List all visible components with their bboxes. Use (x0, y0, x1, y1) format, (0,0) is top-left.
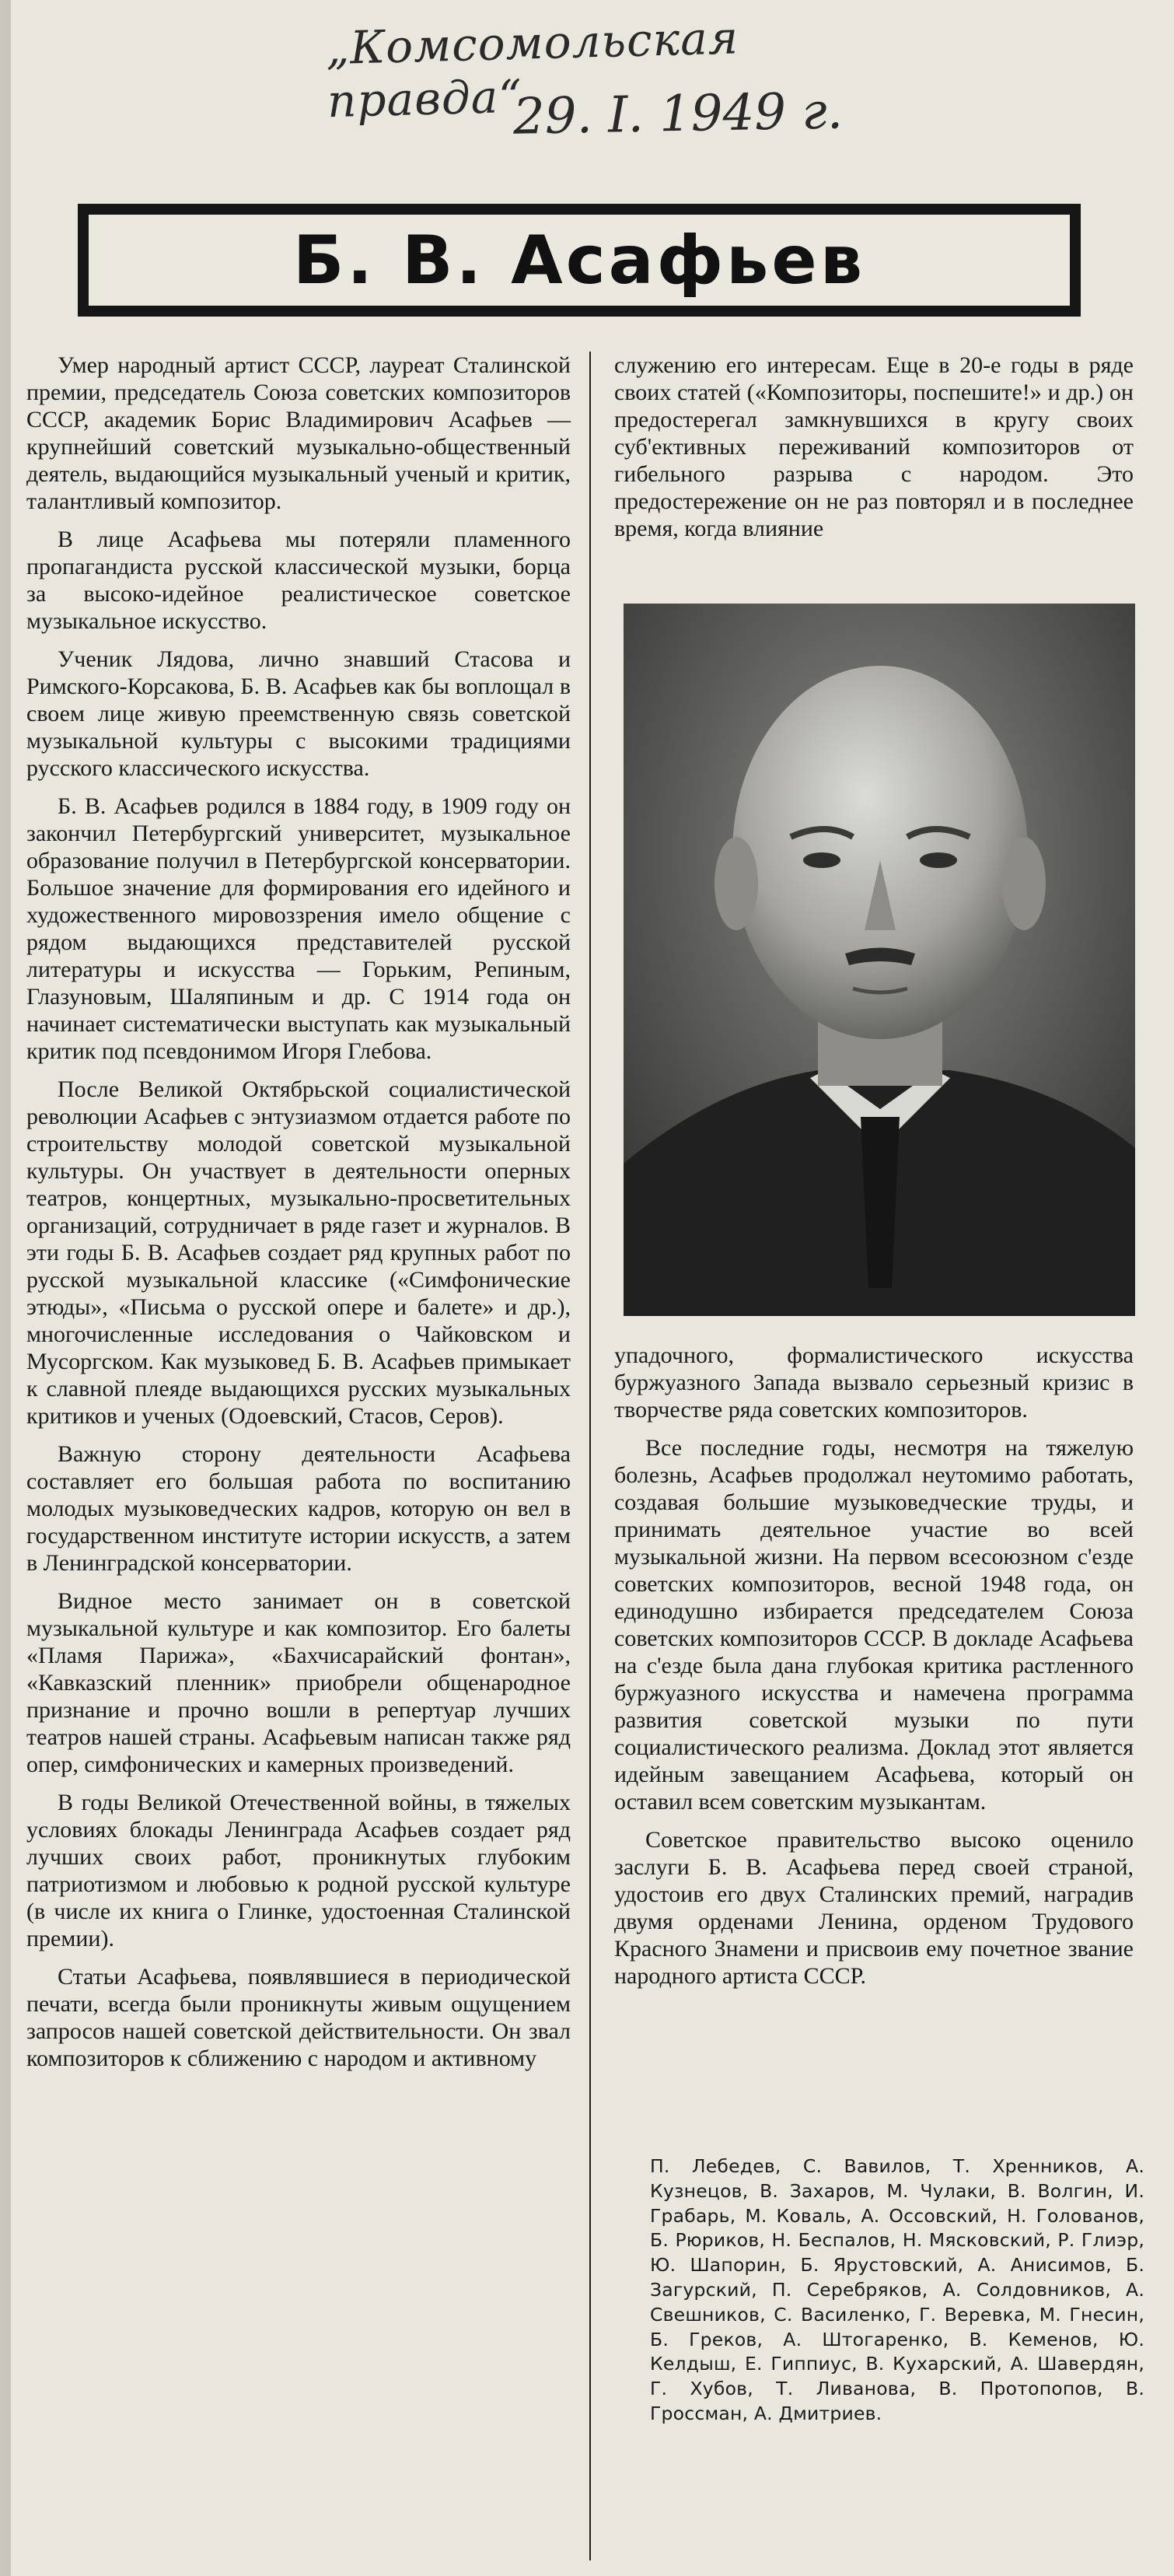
paragraph: Видное место занимает он в советской музыкальной культуре и как композитор. Его балеты «Пламя Парижа», «Бахчисарайский фонтан», «Кавказский пленник» приобрели общенародное признание и прочно вошли в репертуар лучших театров нашей страны. Асафьевым написан также ряд опер, симфонических и камерных произведений. (26, 1588, 571, 1777)
paragraph: Б. В. Асафьев родился в 1884 году, в 1909 году он закончил Петербургский университет, музыкальное образование получил в Петербургской консерватории. Большое значение для формирования его идейного и художественного мировоззрения имело общение с рядом выдающихся представителей русской литературы и искусства — Горьким, Репиным, Глазуновым, Шаляпиным и др. С 1914 года он начинает систематически выступать как музыкальный критик под псевдонимом Игоря Глебова. (26, 793, 571, 1064)
right-column-bottom (614, 1342, 1134, 2000)
handwritten-date: 29. I. 1949 г. (512, 82, 844, 146)
paragraph: упадочного, формалистического искусства буржуазного Запада вызвало серьезный кризис в творчестве ряда советских композиторов. (614, 1342, 1134, 1423)
handwritten-note (311, 11, 933, 170)
headline: Б. В. Асафьев (292, 221, 866, 299)
portrait-photo (624, 604, 1135, 1316)
signatories-list: П. Лебедев, С. Вавилов, Т. Хренников, А. Кузнецов, В. Захаров, М. Чулаки, В. Волгин, И. Грабарь, М. Коваль, А. Оссовский, Н. Голованов, Б. Рюриков, Н. Беспалов, Н. Мясковский, Р. Глиэр, Ю. Шапорин, Б. Ярустовский, А. Анисимов, Б. Загурский, П. Серебряков, А. Солдовников, А. Свешников, С. Василенко, Г. Веревка, М. Гнесин, Б. Греков, А. Штогаренко, В. Кеменов, Ю. Келдыш, Е. Гиппиус, В. Кухарский, А. Шавердян, Г. Хубов, Т. Ливанова, В. Протопопов, В. Гроссман, А. Дмитриев. (650, 2155, 1144, 2424)
left-column (26, 352, 571, 2083)
paragraph: Все последние годы, несмотря на тяжелую болезнь, Асафьев продолжал неутомимо работать, создавая большие музыковедческие труды, и принимать деятельное участие во всей музыкальной жизни. На первом всесоюзном с'езде советских композиторов, весной 1948 года, он единодушно избирается председателем Союза советских композиторов СССР. В докладе Асафьева на с'езде была дана глубокая критика растленного буржуазного искусства и намечена программа развития советской музыки по пути социалистического реализма. Доклад этот является идейным завещанием Асафьева, который он оставил всем советским музыкантам. (614, 1435, 1134, 1815)
handwritten-source: „Комсомольская правда“ (325, 11, 739, 128)
right-column-top (614, 352, 1134, 553)
paragraph: служению его интересам. Еще в 20-е годы в ряде своих статей («Композиторы, поспешите!» и др.) он предостерегал замкнувшихся в кругу своих суб'ективных переживаний композиторов от гибельного разрыва с народом. Это предостережение он не раз повторял и в последнее время, когда влияние (614, 352, 1134, 541)
paragraph: Важную сторону деятельности Асафьева составляет его большая работа по воспитанию молодых музыковедческих кадров, которую он вел в государственном институте истории искусств, а затем в Ленинградской консерватории. (26, 1441, 571, 1576)
paragraph: В лице Асафьева мы потеряли пламенного пропагандиста русской классической музыки, борца за высоко-идейное реалистическое советское музыкальное искусство. (26, 527, 571, 634)
portrait-illustration (624, 604, 1135, 1316)
paragraph: Советское правительство высоко оценило заслуги Б. В. Асафьева перед своей страной, удостоив его двух Сталинских премий, наградив двумя орденами Ленина, орденом Трудового Красного Знамени и присвоив ему почетное звание народного артиста СССР. (614, 1827, 1134, 1989)
paragraph: Статьи Асафьева, появлявшиеся в периодической печати, всегда были проникнуты живым ощущением запросов нашей советской действительности. Он звал композиторов к сближению с народом и активному (26, 1964, 571, 2071)
page-edge (0, 0, 11, 2576)
paragraph: После Великой Октябрьской социалистической революции Асафьев с энтузиазмом отдается работе по строительству молодой советской музыкальной культуры. Он участвует в деятельности оперных театров, концертных, музыкально-просветительных организаций, сотрудничает в ряде газет и журналов. В эти годы Б. В. Асафьев создает ряд крупных работ по русской музыкальной классике («Симфонические этюды», «Письма о русской опере и балете» и др.), многочисленные исследования о Чайковском и Мусоргском. Как музыковед Б. В. Асафьев примыкает к славной плеяде выдающихся русских музыкальных критиков и ученых (Одоевский, Стасов, Серов). (26, 1076, 571, 1429)
paragraph: Ученик Лядова, лично знавший Стасова и Римского-Корсакова, Б. В. Асафьев как бы воплощал в своем лице живую преемственную связь советской музыкальной культуры с высокими традициями русского классического искусства. (26, 646, 571, 781)
headline-frame (78, 204, 1081, 317)
paragraph: В годы Великой Отечественной войны, в тяжелых условиях блокады Ленинграда Асафьев создает ряд лучших своих работ, проникнутых глубоким патриотизмом и любовью к родной русской культуре (в числе их книга о Глинке, удостоенная Сталинской премии). (26, 1790, 571, 1951)
paragraph: Умер народный артист СССР, лауреат Сталинской премии, председатель Союза советских композиторов СССР, академик Борис Владимирович Асафьев — крупнейший советский музыкально-общественный деятель, выдающийся музыкальный ученый и критик, талантливый композитор. (26, 352, 571, 514)
column-rule (589, 352, 591, 2560)
